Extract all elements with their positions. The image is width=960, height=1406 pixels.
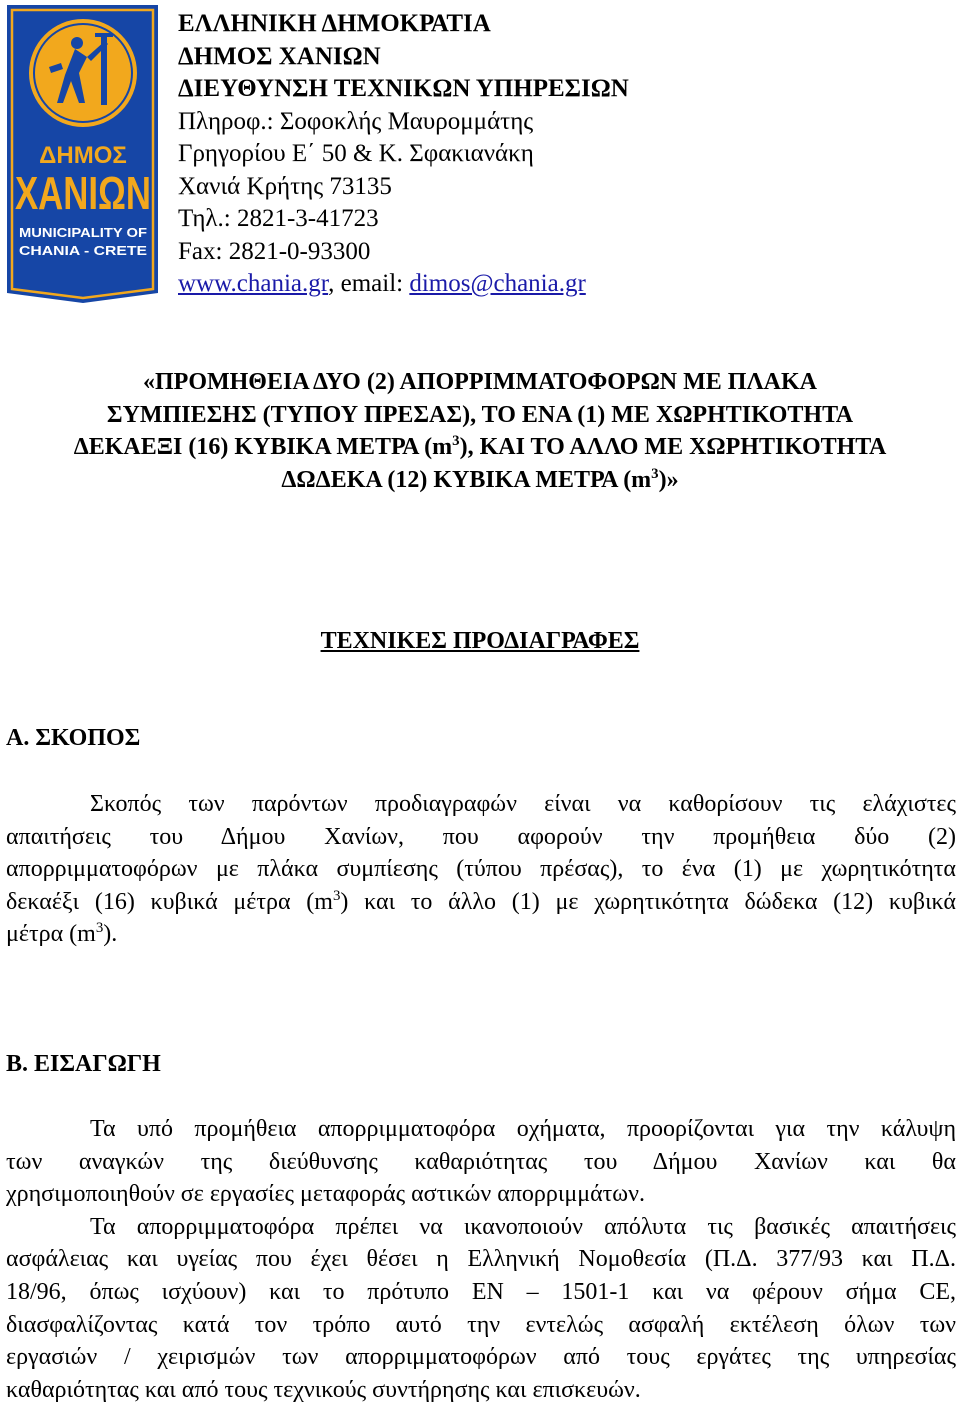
title-line <box>0 464 960 497</box>
paragraph-line: 18/96, όπως ισχύουν) και το πρότυπο ΕΝ – 1501-1 και να φέρουν σήμα CE, <box>6 1278 956 1305</box>
address-city: Χανιά Κρήτης 73135 <box>178 172 392 200</box>
paragraph-line: εργασιών / χειρισμών των απορριμματοφόρων από τους εργάτες της υπηρεσίας <box>6 1344 956 1371</box>
logo-text-line1: ΔΗΜΟΣ <box>39 142 127 169</box>
contact-person: Πληροφ.: Σοφοκλής Μαυρομμάτης <box>178 107 534 135</box>
paragraph-line: Σκοπός των παρόντων προδιαγραφών είναι να καθορίσουν τις ελάχιστες <box>90 791 956 817</box>
paragraph-line: καθαριότητας και από τους τεχνικούς συντήρησης και επισκευών. <box>6 1376 641 1403</box>
title-text: )» <box>658 466 679 493</box>
specifications-heading: ΤΕΧΝΙΚΕΣ ΠΡΟΔΙΑΓΡΑΦΕΣ <box>320 628 640 654</box>
paragraph-text: ). <box>103 921 118 948</box>
phone-number: Τηλ.: 2821-3-41723 <box>178 205 379 232</box>
paragraph-line: Τα υπό προμήθεια απορριμματοφόρα οχήματα, προορίζονται για την κάλυψη <box>90 1116 956 1142</box>
paragraph-text: δεκαέξι (16) κυβικά μέτρα (m <box>6 888 333 915</box>
section-a-body <box>6 788 956 951</box>
title-text: ), ΚΑΙ ΤΟ ΑΛΛΟ ΜΕ ΧΩΡΗΤΙΚΟΤΗΤΑ <box>459 434 887 460</box>
municipality-logo <box>5 5 160 303</box>
title-line: «ΠΡΟΜΗΘΕΙΑ ΔΥΟ (2) ΑΠΟΡΡΙΜΜΑΤΟΦΟΡΩΝ ΜΕ ΠΛΑΚΑ <box>142 369 817 395</box>
paragraph-line: απαιτήσεις του Δήμου Χανίων, που αφορούν την προμήθεια δύο (2) <box>6 823 956 850</box>
paragraph-text: μέτρα (m <box>6 921 96 948</box>
letterhead <box>178 8 938 301</box>
title-text: ΔΕΚΑΕΞΙ (16) ΚΥΒΙΚΑ ΜΕΤΡΑ (m <box>73 434 453 460</box>
paragraph-line <box>6 918 956 951</box>
logo-text-line3: MUNICIPALITY OF <box>19 225 148 240</box>
municipality-name: ΔΗΜΟΣ ΧΑΝΙΩΝ <box>178 42 381 70</box>
section-b-heading: Β. ΕΙΣΑΓΩΓΗ <box>6 1051 161 1077</box>
fax-number: Fax: 2821-0-93300 <box>178 237 371 265</box>
section-b-body <box>6 1113 956 1406</box>
title-line: ΣΥΜΠΙΕΣΗΣ (ΤΥΠΟΥ ΠΡΕΣΑΣ), ΤΟ ΕΝΑ (1) ΜΕ ΧΩΡΗΤΙΚΟΤΗΤΑ <box>106 401 854 428</box>
title-text: ΔΩΔΕΚΑ (12) ΚΥΒΙΚΑ ΜΕΤΡΑ (m <box>281 466 652 493</box>
paragraph-line: ασφάλειας και υγείας που έχει θέσει η Ελληνική Νομοθεσία (Π.Δ. 377/93 και Π.Δ. <box>6 1246 956 1273</box>
web-email-line <box>178 268 938 301</box>
paragraph-line: διασφαλίζοντας κατά τον τρόπο αυτό την εντελώς ασφαλή εκτέλεση όλων των <box>6 1311 956 1338</box>
paragraph-line: χρησιμοποιηθούν σε εργασίες μεταφοράς αστικών απορριμμάτων. <box>6 1181 645 1208</box>
paragraph-line <box>6 886 956 919</box>
paragraph-line: Τα απορριμματοφόρα πρέπει να ικανοποιούν απόλυτα τις βασικές απαιτήσεις <box>90 1213 956 1240</box>
email-link[interactable]: dimos@chania.gr <box>409 270 586 297</box>
paragraph-text: ) και το άλλο (1) με χωρητικότητα δώδεκα (12) κυβικά <box>340 888 956 915</box>
superscript: 3 <box>651 465 659 482</box>
logo-text-line4: CHANIA - CRETE <box>19 243 148 258</box>
paragraph-line: των αναγκών της διεύθυνσης καθαριότητας του Δήμου Χανίων και θα <box>6 1148 956 1175</box>
country-name: ΕΛΛΗΝΙΚΗ ΔΗΜΟΚΡΑΤΙΑ <box>178 10 491 37</box>
document-title <box>0 366 960 496</box>
logo-text-line2: ΧΑΝΙΩΝ <box>15 167 151 219</box>
title-line <box>0 431 960 464</box>
paragraph-line: απορριμματοφόρων με πλάκα συμπίεσης (τύπου πρέσας), το ένα (1) με χωρητικότητα <box>6 856 956 883</box>
superscript: 3 <box>332 887 341 904</box>
superscript: 3 <box>452 433 460 449</box>
department-name: ΔΙΕΥΘΥΝΣΗ ΤΕΧΝΙΚΩΝ ΥΠΗΡΕΣΙΩΝ <box>178 75 629 102</box>
address-street: Γρηγορίου Ε΄ 50 & Κ. Σφακιανάκη <box>178 140 534 167</box>
email-label: , email: <box>328 270 410 297</box>
section-a-heading: Α. ΣΚΟΠΟΣ <box>6 725 141 751</box>
website-link[interactable]: www.chania.gr <box>178 270 329 297</box>
superscript: 3 <box>95 920 104 937</box>
